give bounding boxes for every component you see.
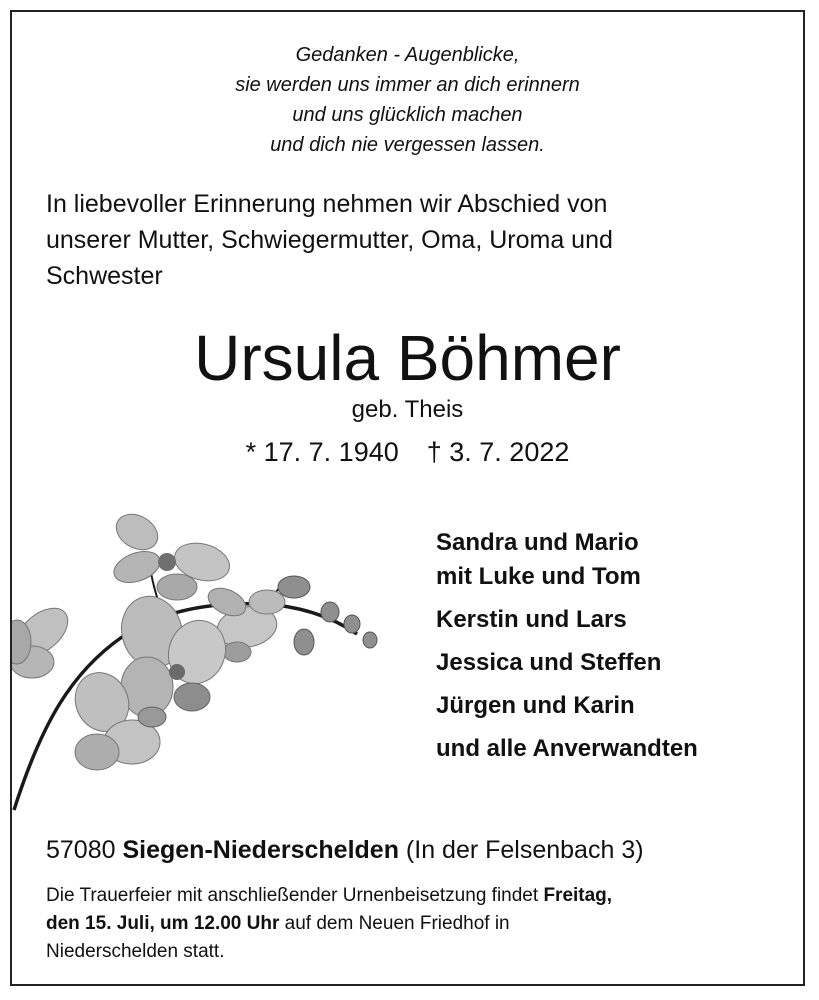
family-address [46,832,644,868]
death-date: † 3. 7. 2022 [426,437,570,467]
funeral-service-notice [46,882,781,966]
deceased-name: Ursula Böhmer [194,322,621,394]
birth-name: geb. Theis [351,396,464,423]
intro-line: Schwester [46,262,163,290]
orchid-bud [278,576,310,598]
address-postcode: 57080 [46,836,116,864]
relative-group [436,689,698,723]
service-date-time: den 15. Juli, um 12.00 Uhr [46,913,280,934]
obituary-card [10,10,805,986]
relative-group [436,603,698,637]
relative-group [436,646,698,680]
relative-line: Jürgen und Karin [436,692,635,719]
intro-line: unserer Mutter, Schwiegermutter, Oma, Uroma und [46,226,613,254]
service-text: Die Trauerfeier mit anschließender Urnenbeisetzung findet [46,885,544,906]
relative-line: Jessica und Steffen [436,649,662,676]
orchid-branch-illustration [12,502,392,822]
orchid-blossom [12,599,77,678]
service-day: Freitag, [543,885,613,906]
life-dates [12,432,803,472]
orchid-bud [363,632,377,648]
relative-line: und alle Anverwandten [436,735,698,762]
address-place: Siegen-Niederschelden [122,836,399,864]
relatives-list [436,526,698,775]
relative-group [436,732,698,766]
intro-text [46,186,776,294]
birth-date: * 17. 7. 1940 [245,437,399,467]
relative-line: Kerstin und Lars [436,606,627,633]
service-text: Niederschelden statt. [46,941,225,962]
service-text: auf dem Neuen Friedhof in [279,913,510,934]
intro-line: In liebevoller Erinnerung nehmen wir Abschied von [46,190,608,218]
relative-line: Sandra und Mario [436,529,639,556]
relative-line: mit Luke und Tom [436,563,641,590]
poem-line: sie werden uns immer an dich erinnern [235,74,580,96]
poem-line: und dich nie vergessen lassen. [270,134,545,156]
orchid-bud [321,602,339,622]
poem-line: Gedanken - Augenblicke, [295,44,520,66]
poem-line: und uns glücklich machen [292,104,523,126]
orchid-blossom [110,507,234,600]
relative-group [436,526,698,594]
orchid-bud [294,629,314,655]
poem [12,40,803,160]
orchid-bud [344,615,360,633]
address-street: (In der Felsenbach 3) [405,836,644,864]
